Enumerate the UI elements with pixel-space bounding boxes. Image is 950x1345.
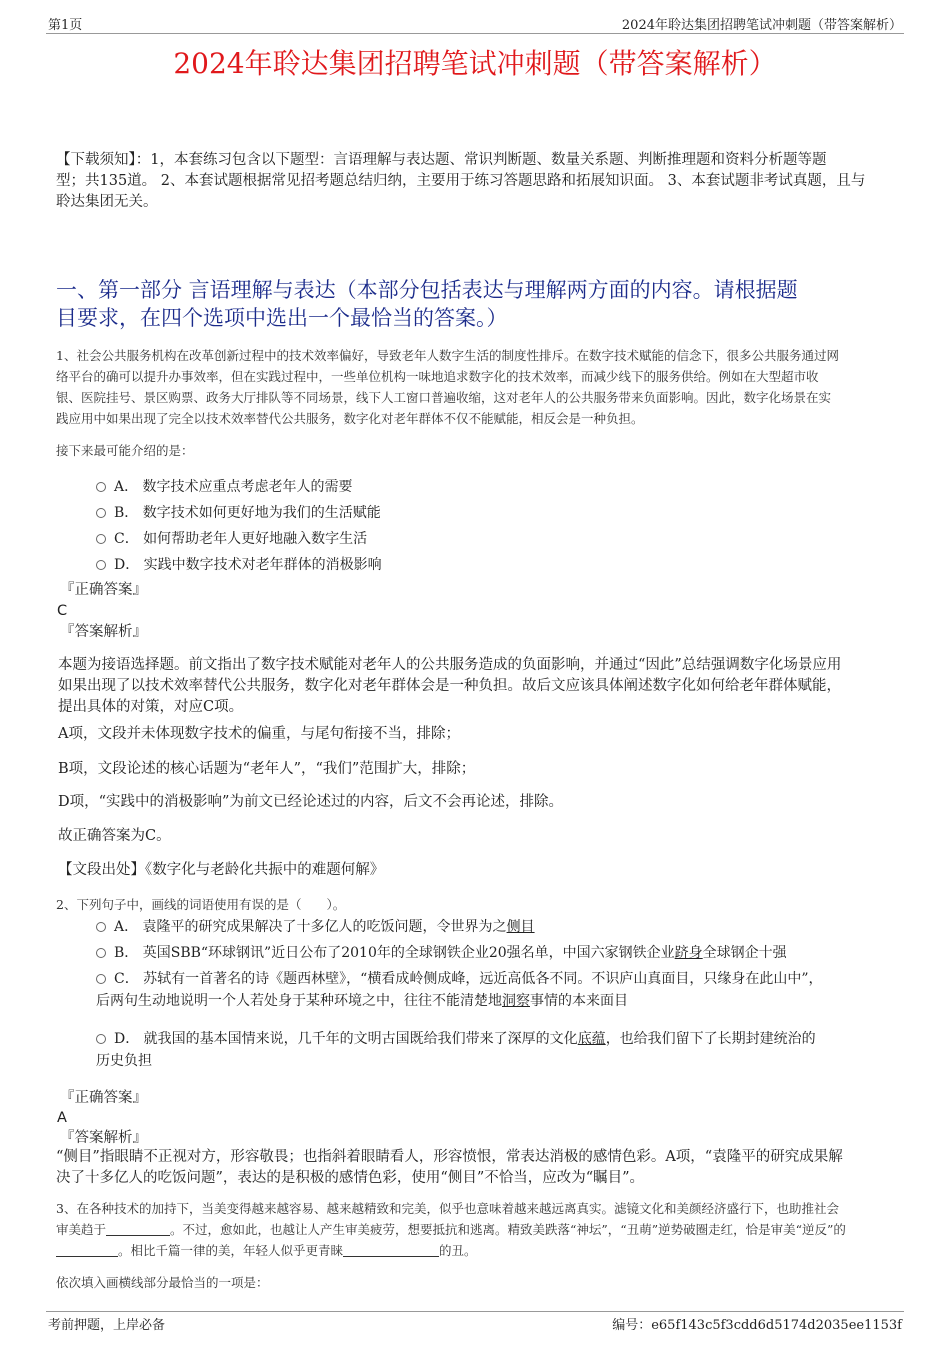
radio-icon[interactable] bbox=[96, 508, 106, 518]
q3-prompt: 依次填入画横线部分最恰当的一项是： bbox=[56, 1275, 269, 1290]
page-title: 2024年聆达集团招聘笔试冲刺题（带答案解析） bbox=[173, 47, 777, 80]
q1-answer-label: 『正确答案』 bbox=[60, 582, 147, 598]
radio-icon[interactable] bbox=[96, 974, 106, 984]
underlined-word: 底蕴 bbox=[577, 1031, 606, 1047]
notice-label: 【下载须知】 bbox=[56, 152, 136, 168]
q1-answer: C bbox=[57, 603, 68, 619]
underlined-word: 洞察 bbox=[502, 993, 530, 1009]
q2-option-b[interactable]: B． 英国SBB“环球钢讯”近日公布了2010年的全球钢铁企业20强名单，中国六家钢铁企业跻身全球钢企十强 bbox=[96, 942, 787, 964]
footer-slogan: 考前押题，上岸必备 bbox=[48, 1318, 166, 1333]
underlined-word: 跻身 bbox=[674, 945, 703, 961]
q3-stem: 3、在各种技术的加持下，当美变得越来越容易、越来越精致和完美，似乎也意味着越来越远离真实。滤镜文化和美颜经济盛行下，也助推社会 审美趋于 。不过，愈如此，也越让人产生审美疲劳，想要抵抗和逃离。精致美跌落“神坛”，“丑萌”逆势破圈走红，恰是审美“逆反”的 。相比千篇一律的美，年轻人似乎更青睐 的丑。 bbox=[56, 1201, 846, 1258]
q1-option-c[interactable]: C． 如何帮助老年人更好地融入数字生活 bbox=[96, 528, 367, 550]
section-heading: 一、第一部分 言语理解与表达（本部分包括表达与理解两方面的内容。请根据题 目要求，在四个选项中选出一个最恰当的答案。） bbox=[56, 278, 798, 330]
q2-option-c[interactable]: C． 苏轼有一首著名的诗《题西林壁》，“横看成岭侧成峰，远近高低各不同。不识庐山真面目，只缘身在此山中”， 后两句生动地说明一个人若处身于某种环境之中，往往不能清楚地洞察事情的本来面目 bbox=[96, 971, 823, 1009]
q1-prompt: 接下来最可能介绍的是： bbox=[56, 443, 194, 458]
q1-option-a[interactable]: A． 数字技术应重点考虑老年人的需要 bbox=[96, 476, 353, 498]
blank-2 bbox=[56, 1244, 118, 1257]
radio-icon[interactable] bbox=[96, 560, 106, 570]
radio-icon[interactable] bbox=[96, 1034, 106, 1044]
q1-analysis-d: D项，“实践中的消极影响”为前文已经论述过的内容，后文不会再论述，排除。 bbox=[58, 794, 563, 810]
radio-icon[interactable] bbox=[96, 948, 106, 958]
q2-option-d[interactable]: D． 就我国的基本国情来说，几千年的文明古国既给我们带来了深厚的文化底蕴，也给我们留下了长期封建统治的 历史负担 bbox=[96, 1031, 816, 1069]
q1-stem: 1、社会公共服务机构在改革创新过程中的技术效率偏好，导致老年人数字生活的制度性排斥。在数字技术赋能的信念下，很多公共服务通过网 络平台的确可以提升办事效率，但在实践过程中，一些单位机构一味地追求数字化的技术效率，而减少线下的服务供给。例如在大型超市收 银、医院挂号、景区购票、政务大厅排队等不同场景，线下人工窗口普遍收缩，这对老年人的公共服务带来负面影响。因此，数字化场景在实 践应用中如果出现了完全以技术效率替代公共服务，数字化对老年群体不仅不能赋能，相反会是一种负担。 bbox=[56, 348, 839, 426]
radio-icon[interactable] bbox=[96, 922, 106, 932]
notice-line-2: 型；共135道。 2、本套试题根据常见招考题总结归纳，主要用于练习答题思路和拓展知识面。 3、本套试题非考试真题，且与 bbox=[56, 173, 866, 189]
notice-line-1: 【下载须知】：1，本套练习包含以下题型：言语理解与表达题、常识判断题、数量关系题、判断推理题和资料分析题等题 bbox=[56, 152, 827, 168]
q2-option-a[interactable]: A． 袁隆平的研究成果解决了十多亿人的吃饭问题，令世界为之侧目 bbox=[96, 916, 535, 938]
blank-1 bbox=[106, 1223, 170, 1236]
q2-stem: 2、下列句子中，画线的词语使用有误的是（ ）。 bbox=[56, 897, 346, 912]
radio-icon[interactable] bbox=[96, 534, 106, 544]
notice-line-3: 聆达集团无关。 bbox=[56, 194, 158, 210]
underlined-word: 侧目 bbox=[506, 919, 535, 935]
q1-analysis-label: 『答案解析』 bbox=[60, 624, 147, 640]
q1-source: 【文段出处】《数字化与老龄化共振中的难题何解》 bbox=[58, 862, 385, 878]
running-title: 2024年聆达集团招聘笔试冲刺题（带答案解析） bbox=[621, 18, 902, 33]
q1-conclusion: 故正确答案为C。 bbox=[58, 828, 171, 844]
q2-answer: A bbox=[57, 1110, 67, 1126]
q2-analysis: “侧目”指眼睛不正视对方，形容敬畏；也指斜着眼睛看人，形容愤恨，常表达消极的感情色彩。A项，“袁隆平的研究成果解 决了十多亿人的吃饭问题”，表达的是积极的感情色彩，使用“侧目”不恰当，应改为“瞩目”。 bbox=[56, 1149, 843, 1186]
blank-3 bbox=[343, 1244, 439, 1257]
q2-answer-label: 『正确答案』 bbox=[60, 1090, 147, 1106]
q1-option-d[interactable]: D． 实践中数字技术对老年群体的消极影响 bbox=[96, 554, 382, 576]
q1-analysis: 本题为接语选择题。前文指出了数字技术赋能对老年人的公共服务造成的负面影响，并通过“因此”总结强调数字化场景应用 如果出现了以技术效率替代公共服务，数字化对老年群体会是一种负担。故后文应该具体阐述数字化如何给老年群体赋能， 提出具体的对策，对应C项。 bbox=[58, 657, 842, 715]
q1-analysis-a: A项，文段并未体现数字技术的偏重，与尾句衔接不当，排除； bbox=[58, 726, 460, 742]
page-number: 第1页 bbox=[48, 18, 83, 33]
q1-option-b[interactable]: B． 数字技术如何更好地为我们的生活赋能 bbox=[96, 502, 381, 524]
footer-rule bbox=[46, 1311, 904, 1312]
header-rule bbox=[46, 33, 904, 34]
document-id: 编号：e65f143c5f3cdd6d5174d2035ee1153f bbox=[612, 1318, 902, 1333]
radio-icon[interactable] bbox=[96, 482, 106, 492]
q2-analysis-label: 『答案解析』 bbox=[60, 1130, 147, 1146]
q1-analysis-b: B项，文段论述的核心话题为“老年人”，“我们”范围扩大，排除； bbox=[58, 761, 476, 777]
download-notice bbox=[56, 150, 865, 213]
